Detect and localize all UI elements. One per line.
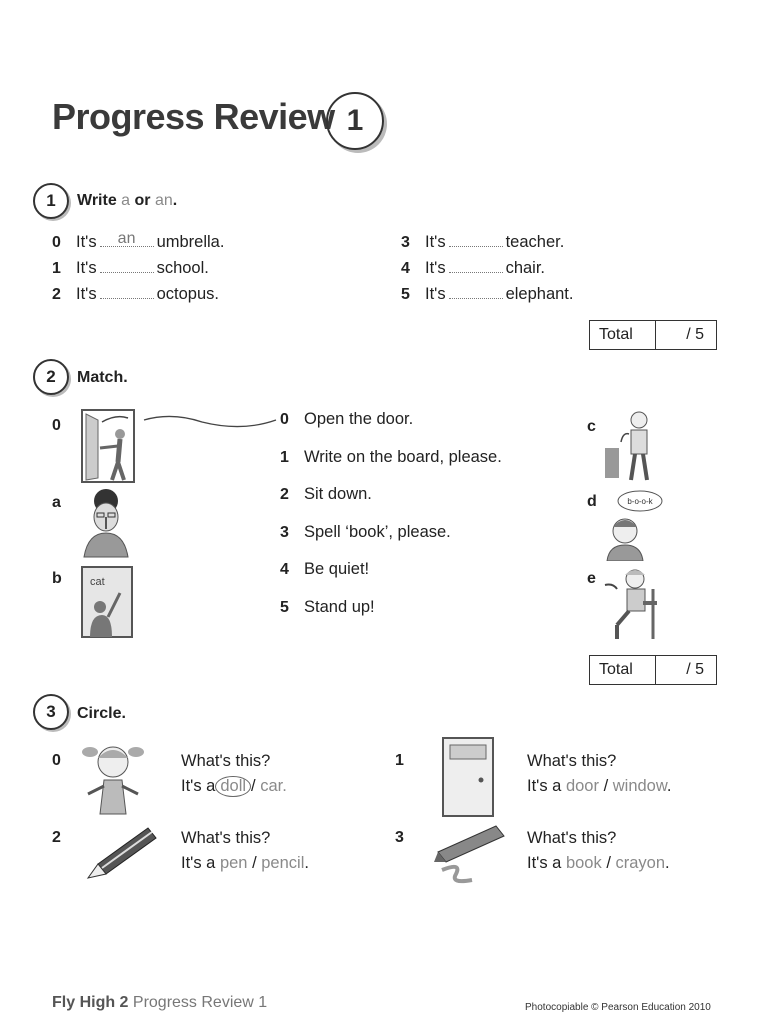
picture-label-a: a bbox=[52, 494, 61, 511]
section-1-instruction: Write a or an. bbox=[77, 192, 178, 209]
item-number: 1 bbox=[395, 752, 404, 769]
option-window[interactable]: window bbox=[612, 777, 667, 795]
match-line bbox=[142, 412, 278, 432]
list-item: 5 It's elephant. bbox=[401, 285, 574, 303]
section-3-instruction: Circle. bbox=[77, 705, 126, 722]
answer-blank[interactable]: an bbox=[100, 234, 154, 247]
pencil-picture[interactable] bbox=[84, 824, 158, 882]
question: What's this? bbox=[527, 829, 617, 847]
section-1-number: 1 bbox=[33, 183, 69, 219]
total-score[interactable]: / 5 bbox=[686, 661, 704, 678]
list-item: 4 It's chair. bbox=[401, 259, 546, 277]
option-doll-circled[interactable]: doll bbox=[215, 776, 251, 797]
question: What's this? bbox=[181, 752, 271, 770]
list-item: 1 It's school. bbox=[52, 259, 209, 277]
sit-down-picture[interactable] bbox=[603, 565, 665, 643]
answer-blank[interactable] bbox=[449, 234, 503, 247]
svg-text:cat: cat bbox=[90, 576, 105, 588]
list-item: 2 It's octopus. bbox=[52, 285, 219, 303]
door-picture[interactable] bbox=[441, 736, 495, 818]
list-item: 3 It's teacher. bbox=[401, 233, 565, 251]
question: What's this? bbox=[527, 752, 617, 770]
total-label: Total bbox=[590, 321, 656, 349]
answer-blank[interactable] bbox=[449, 286, 503, 299]
total-score[interactable]: / 5 bbox=[686, 326, 704, 343]
picture-label-e: e bbox=[587, 570, 596, 587]
section-2-number: 2 bbox=[33, 359, 69, 395]
section-3-number: 3 bbox=[33, 694, 69, 730]
option-door[interactable]: door bbox=[565, 777, 599, 795]
answer-blank[interactable] bbox=[100, 260, 154, 273]
option-crayon[interactable]: crayon bbox=[615, 854, 666, 872]
list-item: 0 Open the door. bbox=[280, 410, 414, 428]
answer-blank[interactable] bbox=[449, 260, 503, 273]
answer-line: It's a door / window. bbox=[527, 777, 672, 795]
answer-line: It's a pen / pencil. bbox=[181, 854, 309, 872]
footer-copyright: Photocopiable © Pearson Education 2010 bbox=[525, 1002, 711, 1013]
write-on-board-picture[interactable] bbox=[80, 565, 134, 641]
sentence-list bbox=[280, 410, 502, 635]
list-item: 1 Write on the board, please. bbox=[280, 447, 502, 466]
list-item: 5 Stand up! bbox=[280, 597, 375, 616]
section-2-total-box bbox=[589, 655, 717, 685]
spell-book-picture[interactable] bbox=[603, 489, 665, 561]
option-pen[interactable]: pen bbox=[219, 854, 248, 872]
picture-label-0: 0 bbox=[52, 417, 61, 434]
doll-picture[interactable] bbox=[80, 738, 146, 820]
item-number: 3 bbox=[395, 829, 404, 846]
section-2-instruction: Match. bbox=[77, 369, 128, 386]
section-1-total-box bbox=[589, 320, 717, 350]
svg-text:b-o-o-k: b-o-o-k bbox=[627, 497, 653, 506]
exercise-1-right-column bbox=[401, 233, 573, 311]
page-title: Progress Review bbox=[52, 96, 335, 137]
list-item: 4 Be quiet! bbox=[280, 560, 370, 578]
open-door-picture[interactable] bbox=[80, 408, 136, 484]
list-item: 3 Spell ‘book’, please. bbox=[280, 522, 451, 541]
question: What's this? bbox=[181, 829, 271, 847]
item-number: 2 bbox=[52, 829, 61, 846]
stand-up-picture[interactable] bbox=[603, 408, 665, 484]
picture-label-d: d bbox=[587, 493, 597, 510]
answer-line: It's a book / crayon. bbox=[527, 854, 670, 872]
option-pencil[interactable]: pencil bbox=[261, 854, 305, 872]
picture-label-c: c bbox=[587, 418, 596, 435]
list-item: 2 Sit down. bbox=[280, 485, 372, 503]
exercise-1-left-column bbox=[52, 230, 225, 311]
crayon-picture[interactable] bbox=[432, 822, 508, 888]
picture-label-b: b bbox=[52, 570, 62, 587]
item-number: 0 bbox=[52, 752, 61, 769]
list-item: 0 It's an umbrella. bbox=[52, 230, 225, 251]
answer-blank[interactable] bbox=[100, 286, 154, 299]
total-label: Total bbox=[590, 656, 656, 684]
option-car[interactable]: car bbox=[260, 777, 283, 795]
option-book[interactable]: book bbox=[565, 854, 602, 872]
be-quiet-picture[interactable] bbox=[80, 487, 130, 559]
footer-book-title: Fly High 2 Progress Review 1 bbox=[52, 994, 268, 1011]
answer-line: It's a doll / car. bbox=[181, 777, 287, 795]
review-number-badge: 1 bbox=[326, 92, 384, 150]
